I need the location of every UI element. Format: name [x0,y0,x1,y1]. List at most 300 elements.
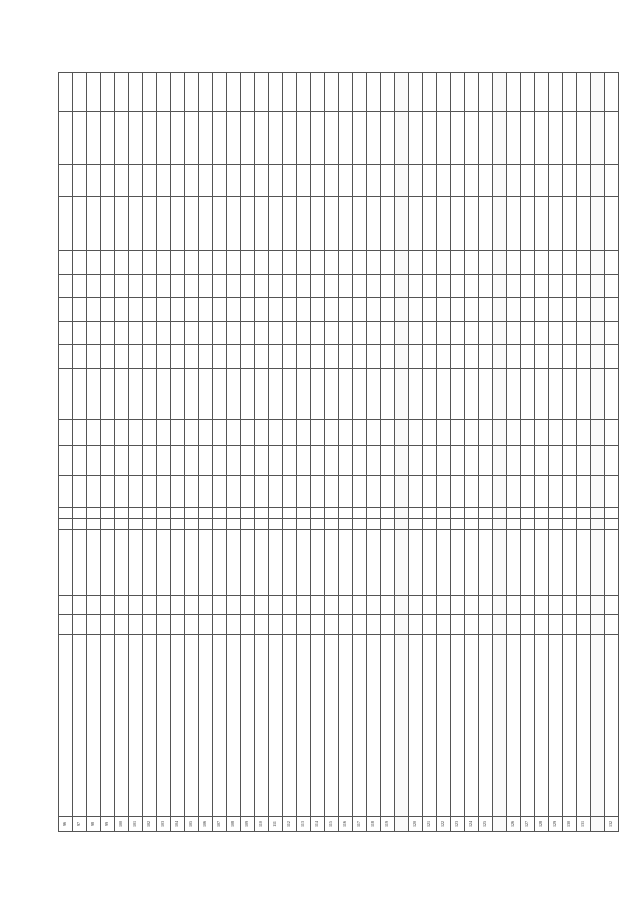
value-cell [171,197,185,251]
value-cell [101,446,115,476]
value-cell [437,368,451,419]
value-cell [269,111,283,165]
value-cell [409,446,423,476]
value-cell [73,345,87,369]
value-cell [59,251,73,275]
table-row [59,73,73,832]
value-cell [143,298,157,322]
address-cell [423,634,437,816]
value-cell [311,321,325,345]
value-cell [577,368,591,419]
value-cell [563,519,577,530]
value-cell [451,368,465,419]
material-cell [479,529,493,595]
value-cell [465,298,479,322]
value-cell [311,111,325,165]
value-cell [549,519,563,530]
address-cell [325,634,339,816]
value-cell [297,251,311,275]
value-cell [255,165,269,197]
value-cell [283,446,297,476]
value-cell [143,274,157,298]
address-cell [129,634,143,816]
year-cell [325,615,339,634]
value-cell [409,420,423,446]
material-cell [353,529,367,595]
row-number: 121 [423,817,437,832]
value-cell [577,420,591,446]
value-cell [535,251,549,275]
value-cell [521,274,535,298]
table-row [283,73,297,832]
value-cell [437,251,451,275]
value-cell [213,321,227,345]
value-cell [367,420,381,446]
value-cell [563,165,577,197]
value-cell [563,321,577,345]
year-renovated-cell [367,596,381,615]
address-cell [409,634,423,816]
address-cell [605,634,619,816]
value-cell [143,321,157,345]
year-renovated-cell [521,596,535,615]
value-cell [283,298,297,322]
value-cell [591,446,605,476]
value-cell [451,345,465,369]
value-cell [297,476,311,508]
value-cell [493,274,507,298]
address-cell [521,634,535,816]
value-cell [521,197,535,251]
value-cell [199,73,213,112]
value-cell [479,476,493,508]
value-cell [213,446,227,476]
value-cell [87,508,101,519]
value-cell [577,111,591,165]
value-cell [115,197,129,251]
year-renovated-cell [549,596,563,615]
value-cell [325,251,339,275]
value-cell [437,420,451,446]
value-cell [549,197,563,251]
value-cell [353,111,367,165]
value-cell [171,274,185,298]
value-cell [241,251,255,275]
value-cell [339,345,353,369]
address-cell [101,634,115,816]
value-cell [563,111,577,165]
year-renovated-cell [143,596,157,615]
value-cell [185,274,199,298]
value-cell [549,251,563,275]
value-cell [157,476,171,508]
year-renovated-cell [423,596,437,615]
value-cell [171,476,185,508]
address-cell [311,634,325,816]
value-cell [129,420,143,446]
row-number: 122 [437,817,451,832]
year-cell [269,615,283,634]
value-cell [465,165,479,197]
value-cell [213,73,227,112]
value-cell [353,345,367,369]
value-cell [171,251,185,275]
value-cell [521,111,535,165]
table-row [297,73,311,832]
value-cell [115,446,129,476]
value-cell [367,165,381,197]
value-cell [465,519,479,530]
value-cell [87,251,101,275]
value-cell [437,519,451,530]
value-cell [227,519,241,530]
value-cell [591,368,605,419]
value-cell [157,111,171,165]
value-cell [143,165,157,197]
value-cell [325,298,339,322]
address-cell [493,634,507,816]
year-cell [241,615,255,634]
value-cell [311,73,325,112]
value-cell [73,111,87,165]
value-cell [451,420,465,446]
year-renovated-cell [311,596,325,615]
value-cell [185,368,199,419]
row-number: 99 [101,817,115,832]
value-cell [185,321,199,345]
value-cell [143,420,157,446]
material-cell [521,529,535,595]
value-cell [255,251,269,275]
year-renovated-cell [171,596,185,615]
value-cell [59,508,73,519]
material-cell [171,529,185,595]
table-row [381,73,395,832]
material-cell [269,529,283,595]
year-renovated-cell [283,596,297,615]
value-cell [325,420,339,446]
table-row [535,73,549,832]
value-cell [87,368,101,419]
year-renovated-cell [437,596,451,615]
address-cell [367,634,381,816]
value-cell [395,111,409,165]
value-cell [213,111,227,165]
value-cell [311,345,325,369]
table-row [521,73,535,832]
value-cell [185,251,199,275]
year-renovated-cell [339,596,353,615]
value-cell [423,298,437,322]
value-cell [479,321,493,345]
value-cell [367,251,381,275]
value-cell [59,368,73,419]
value-cell [311,519,325,530]
value-cell [311,251,325,275]
row-number: 125 [479,817,493,832]
value-cell [451,197,465,251]
value-cell [325,519,339,530]
value-cell [549,165,563,197]
year-renovated-cell [507,596,521,615]
value-cell [381,345,395,369]
value-cell [535,345,549,369]
value-cell [297,446,311,476]
value-cell [591,274,605,298]
value-cell [73,298,87,322]
value-cell [73,321,87,345]
value-cell [591,508,605,519]
value-cell [241,476,255,508]
value-cell [325,321,339,345]
value-cell [493,111,507,165]
value-cell [325,111,339,165]
year-cell [409,615,423,634]
value-cell [605,368,619,419]
value-cell [73,274,87,298]
value-cell [563,73,577,112]
value-cell [507,298,521,322]
value-cell [521,73,535,112]
value-cell [59,519,73,530]
address-cell [577,634,591,816]
table-row [157,73,171,832]
value-cell [171,446,185,476]
value-cell [59,476,73,508]
value-cell [479,420,493,446]
value-cell [605,251,619,275]
value-cell [339,165,353,197]
value-cell [535,274,549,298]
value-cell [451,73,465,112]
value-cell [563,251,577,275]
table-row [115,73,129,832]
value-cell [521,251,535,275]
value-cell [535,508,549,519]
year-cell [521,615,535,634]
material-cell [451,529,465,595]
value-cell [283,321,297,345]
material-cell [283,529,297,595]
value-cell [241,274,255,298]
value-cell [115,345,129,369]
value-cell [87,420,101,446]
year-renovated-cell [479,596,493,615]
material-cell [493,529,507,595]
value-cell [339,321,353,345]
value-cell [199,345,213,369]
value-cell [213,165,227,197]
value-cell [157,446,171,476]
year-renovated-cell [73,596,87,615]
value-cell [605,197,619,251]
address-cell [87,634,101,816]
value-cell [605,298,619,322]
row-number: 112 [283,817,297,832]
table-row [73,73,87,832]
value-cell [367,368,381,419]
value-cell [353,446,367,476]
value-cell [311,298,325,322]
value-cell [367,508,381,519]
material-cell [59,529,73,595]
value-cell [423,368,437,419]
value-cell [437,446,451,476]
value-cell [101,368,115,419]
value-cell [451,274,465,298]
year-renovated-cell [353,596,367,615]
value-cell [577,274,591,298]
value-cell [59,321,73,345]
material-cell [297,529,311,595]
value-cell [339,73,353,112]
value-cell [493,165,507,197]
value-cell [269,476,283,508]
year-cell [297,615,311,634]
value-cell [493,73,507,112]
value-cell [227,73,241,112]
value-cell [549,73,563,112]
value-cell [353,298,367,322]
value-cell [157,368,171,419]
value-cell [507,446,521,476]
value-cell [549,111,563,165]
value-cell [367,345,381,369]
value-cell [73,368,87,419]
value-cell [493,298,507,322]
value-cell [269,298,283,322]
value-cell [73,446,87,476]
year-renovated-cell [185,596,199,615]
value-cell [493,508,507,519]
value-cell [465,111,479,165]
value-cell [591,251,605,275]
value-cell [241,345,255,369]
address-cell [381,634,395,816]
year-cell [577,615,591,634]
year-cell [563,615,577,634]
value-cell [213,519,227,530]
rotated-content [58,72,614,832]
value-cell [409,165,423,197]
row-number: 106 [199,817,213,832]
value-cell [521,508,535,519]
material-cell [409,529,423,595]
value-cell [535,476,549,508]
value-cell [521,420,535,446]
year-renovated-cell [87,596,101,615]
value-cell [87,476,101,508]
year-cell [549,615,563,634]
address-cell [465,634,479,816]
value-cell [101,321,115,345]
value-cell [493,420,507,446]
value-cell [255,321,269,345]
value-cell [507,111,521,165]
value-cell [115,519,129,530]
value-cell [437,165,451,197]
value-cell [409,251,423,275]
value-cell [591,298,605,322]
value-cell [255,298,269,322]
value-cell [465,446,479,476]
address-cell [143,634,157,816]
value-cell [199,368,213,419]
value-cell [73,73,87,112]
value-cell [535,197,549,251]
year-cell [311,615,325,634]
value-cell [199,476,213,508]
address-cell [199,634,213,816]
value-cell [311,446,325,476]
value-cell [171,508,185,519]
table-row [577,73,591,832]
value-cell [297,519,311,530]
value-cell [269,321,283,345]
year-cell [381,615,395,634]
value-cell [507,368,521,419]
year-cell [339,615,353,634]
register-table [58,72,619,832]
value-cell [311,476,325,508]
value-cell [73,420,87,446]
year-renovated-cell [325,596,339,615]
value-cell [451,251,465,275]
value-cell [437,476,451,508]
address-cell [213,634,227,816]
material-cell [311,529,325,595]
value-cell [59,345,73,369]
value-cell [171,111,185,165]
value-cell [283,165,297,197]
value-cell [479,165,493,197]
value-cell [283,345,297,369]
value-cell [395,165,409,197]
value-cell [199,197,213,251]
year-cell [395,615,409,634]
value-cell [87,197,101,251]
value-cell [311,274,325,298]
value-cell [297,274,311,298]
value-cell [507,345,521,369]
row-number: 129 [549,817,563,832]
value-cell [521,345,535,369]
value-cell [143,508,157,519]
value-cell [213,345,227,369]
table-row [549,73,563,832]
value-cell [577,73,591,112]
row-number [395,817,409,832]
value-cell [213,251,227,275]
value-cell [73,519,87,530]
value-cell [157,420,171,446]
table-row [185,73,199,832]
year-cell [353,615,367,634]
value-cell [115,165,129,197]
value-cell [563,508,577,519]
value-cell [521,298,535,322]
value-cell [199,420,213,446]
value-cell [395,345,409,369]
document-page [58,72,614,832]
value-cell [255,508,269,519]
value-cell [451,111,465,165]
value-cell [297,73,311,112]
value-cell [283,508,297,519]
value-cell [353,368,367,419]
year-cell [157,615,171,634]
table-subtotal-row [493,73,507,832]
